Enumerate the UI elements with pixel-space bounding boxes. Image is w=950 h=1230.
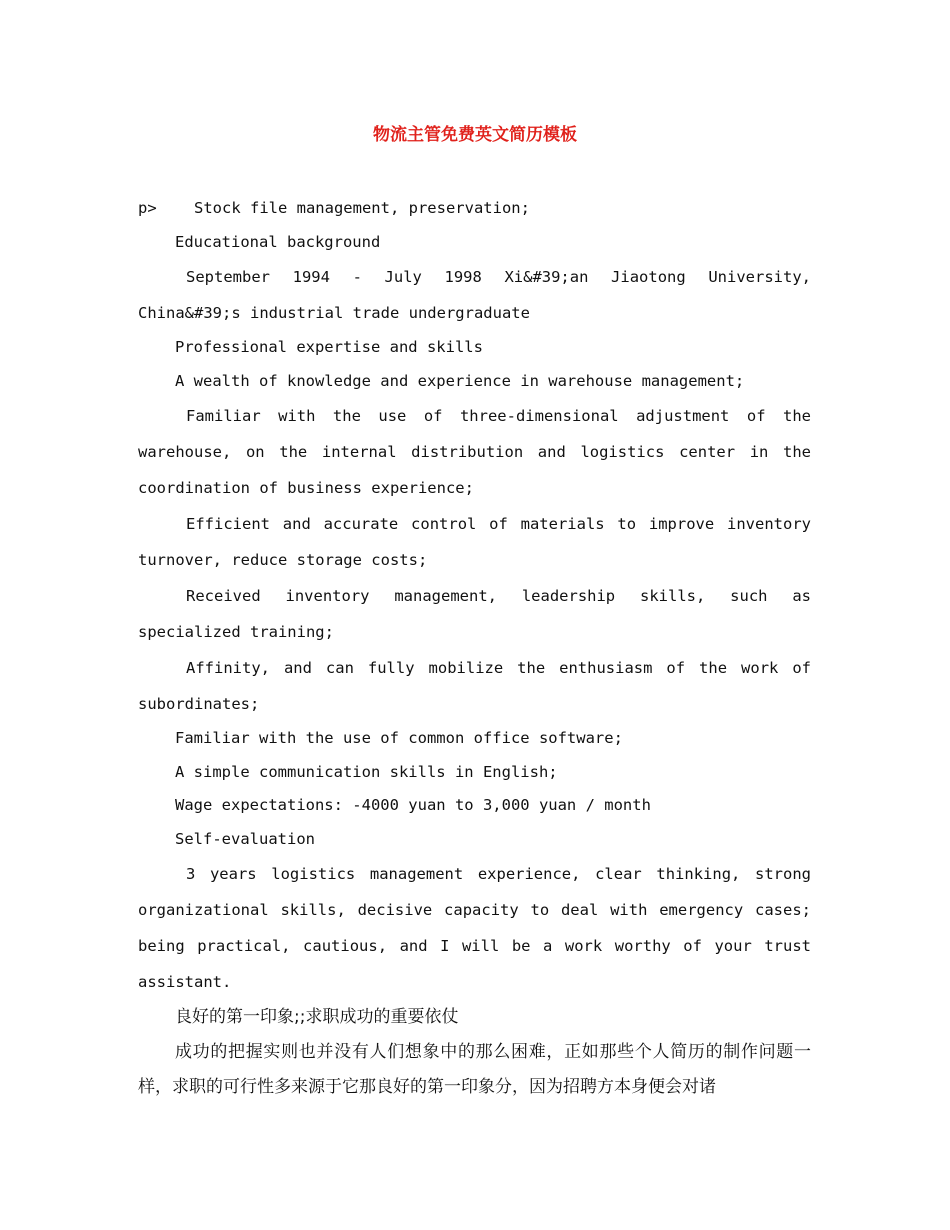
paragraph-education-detail: September 1994 - July 1998 Xi&#39;an Jiaotong University, China&#39;s industrial trade undergraduate [138,268,811,322]
paragraph-first-impression-heading: 良好的第一印象;;求职成功的重要依仗 [175,1007,459,1027]
paragraph-inventory-control: Efficient and accurate control of materials to improve inventory turnover, reduce storage costs; [138,515,811,569]
paragraph-stock-file: p> Stock file management, preservation; [138,199,530,217]
heading-expertise-skills: Professional expertise and skills [175,338,483,356]
paragraph-english-skills: A simple communication skills in English; [175,762,558,781]
document-body [138,192,811,1105]
paragraph-office-software: Familiar with the use of common office software; [175,729,623,747]
paragraph-three-dimensional: Familiar with the use of three-dimensional adjustment of the warehouse, on the internal distribution and logistics center in the coordination of business experience; [138,407,811,497]
heading-self-evaluation: Self-evaluation [175,829,315,848]
paragraph-warehouse-knowledge: A wealth of knowledge and experience in warehouse management; [175,371,745,390]
heading-educational-background: Educational background [175,232,381,251]
paragraph-self-evaluation: 3 years logistics management experience, clear thinking, strong organizational skills, decisive capacity to deal with emergency cases; being practical, cautious, and I will be a work worthy of your trust assistant. [138,865,811,991]
paragraph-affinity: Affinity, and can fully mobilize the enthusiasm of the work of subordinates; [138,659,811,713]
paragraph-training: Received inventory management, leadership skills, such as specialized training; [138,587,811,641]
paragraph-first-impression-body: 成功的把握实则也并没有人们想象中的那么困难，正如那些个人简历的制作问题一样，求职的可行性多来源于它那良好的第一印象分，因为招聘方本身便会对诸 [138,1042,811,1097]
document-title: 物流主管免费英文简历模板 [373,125,577,145]
paragraph-wage-expectations: Wage expectations: -4000 yuan to 3,000 yuan / month [175,796,651,814]
